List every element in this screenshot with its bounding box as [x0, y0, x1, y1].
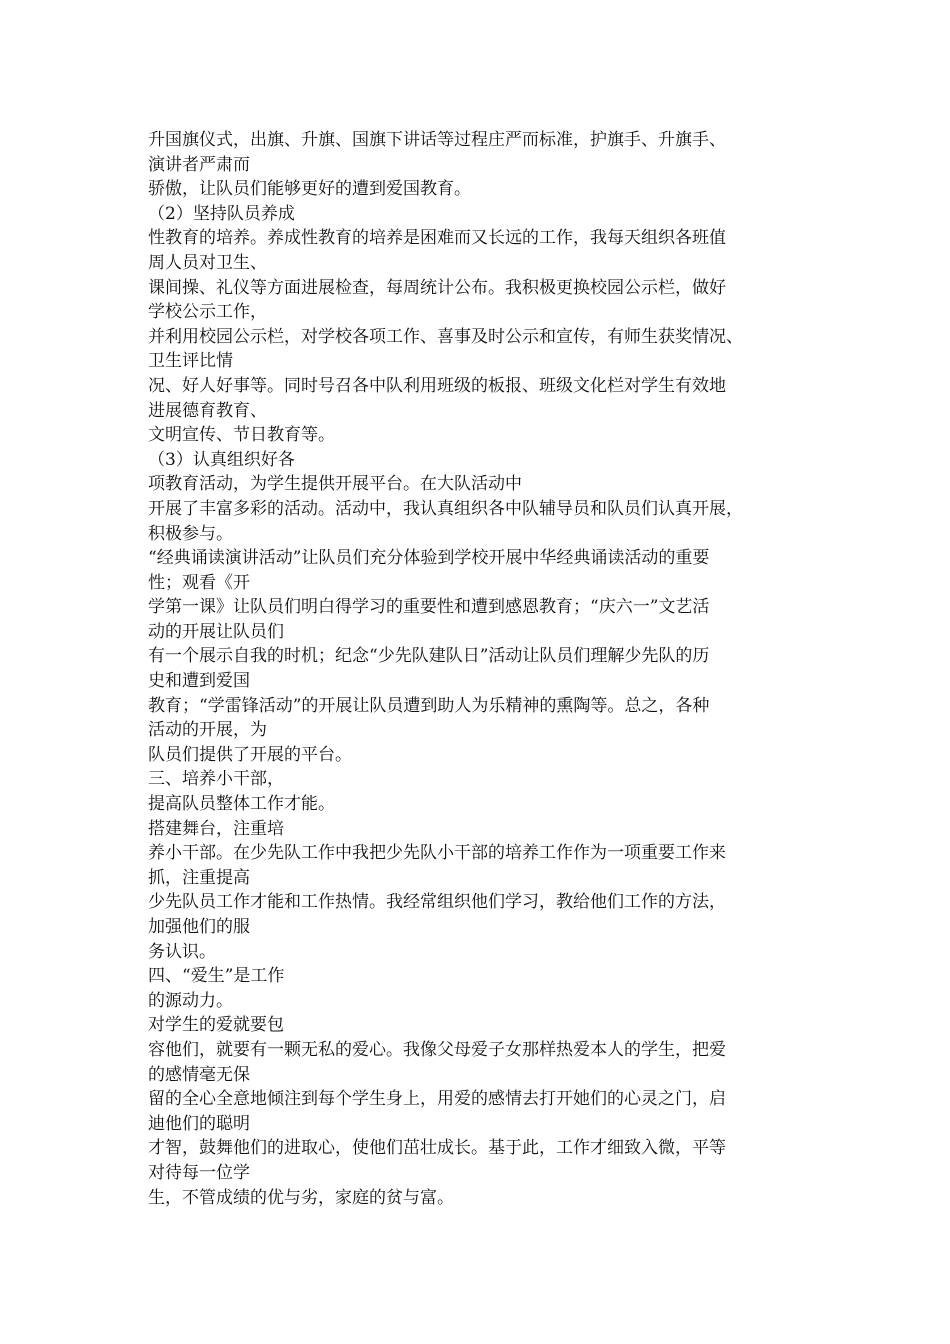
text-line: 进展德育教育、	[148, 400, 267, 421]
text-line: 抓，注重提高	[148, 867, 250, 888]
text-line: 周人员对卫生、	[148, 252, 267, 273]
text-line: 况、好人好事等。同时号召各中队利用班级的板报、班级文化栏对学生有效地	[148, 375, 726, 396]
text-line: 提高队员整体工作才能。	[148, 794, 335, 815]
text-line: 容他们，就要有一颗无私的爱心。我像父母爱子女那样热爱本人的学生，把爱	[148, 1039, 726, 1060]
text-line: 学校公示工作，	[148, 302, 267, 323]
text-line: 生，不管成绩的优与劣，家庭的贫与富。	[148, 1187, 454, 1208]
text-line: 三、培养小干部，	[148, 769, 284, 790]
text-line: 骄傲，让队员们能够更好的遭到爱国教育。	[148, 179, 471, 200]
text-line: （3）认真组织好各	[148, 449, 295, 470]
text-line: 迪他们的聪明	[148, 1113, 250, 1134]
text-line: 动的开展让队员们	[148, 621, 284, 642]
text-line: 对学生的爱就要包	[148, 1015, 284, 1036]
text-line: 活动的开展，为	[148, 720, 267, 741]
text-line: 队员们提供了开展的平台。	[148, 744, 352, 765]
text-line: 教育；“学雷锋活动”的开展让队员遭到助人为乐精神的熏陶等。总之，各种	[148, 695, 710, 716]
text-line: 有一个展示自我的时机；纪念“少先队建队日”活动让队员们理解少先队的历	[148, 646, 710, 667]
document-body	[148, 128, 818, 1210]
text-line: 的源动力。	[148, 990, 233, 1011]
text-line: 史和遭到爱国	[148, 671, 250, 692]
text-line: 性；观看《开	[148, 572, 250, 593]
text-line: 学第一课》让队员们明白得学习的重要性和遭到感恩教育；“庆六一”文艺活	[148, 597, 710, 618]
text-line: 演讲者严肃而	[148, 154, 250, 175]
text-line: 加强他们的服	[148, 917, 250, 937]
text-line: 并利用校园公示栏，对学校各项工作、喜事及时公示和宣传，有师生获奖情况、	[148, 326, 743, 347]
text-line: 性教育的培养。养成性教育的培养是困难而又长远的工作，我每天组织各班值	[148, 228, 726, 249]
text-line: 的感情毫无保	[148, 1064, 250, 1085]
text-line: 少先队员工作才能和工作热情。我经常组织他们学习，教给他们工作的方法，	[148, 892, 726, 913]
text-line: 积极参与。	[148, 523, 233, 544]
text-line: 搭建舞台，注重培	[148, 818, 284, 839]
text-line: 四、“爱生”是工作	[148, 966, 285, 987]
text-line: 开展了丰富多彩的活动。活动中，我认真组织各中队辅导员和队员们认真开展，	[148, 498, 743, 519]
text-line: 留的全心全意地倾注到每个学生身上，用爱的感情去打开她们的心灵之门，启	[148, 1089, 726, 1110]
text-line: 项教育活动，为学生提供开展平台。在大队活动中	[148, 474, 522, 495]
text-line: 升国旗仪式，出旗、升旗、国旗下讲话等过程庄严而标准，护旗手、升旗手、	[148, 130, 726, 150]
text-line: （2）坚持队员养成	[148, 203, 295, 224]
text-line: 养小干部。在少先队工作中我把少先队小干部的培养工作作为一项重要工作来	[148, 843, 726, 864]
text-line: 对待每一位学	[148, 1162, 250, 1183]
text-line: “经典诵读演讲活动”让队员们充分体验到学校开展中华经典诵读活动的重要	[148, 548, 710, 569]
text-line: 课间操、礼仪等方面进展检查，每周统计公布。我积极更换校园公示栏，做好	[148, 277, 726, 298]
text-line: 才智，鼓舞他们的进取心，使他们茁壮成长。基于此，工作才细致入微，平等	[148, 1138, 726, 1159]
text-line: 卫生评比情	[148, 351, 233, 372]
text-line: 务认识。	[148, 941, 216, 962]
text-line: 文明宣传、节日教育等。	[148, 425, 335, 446]
